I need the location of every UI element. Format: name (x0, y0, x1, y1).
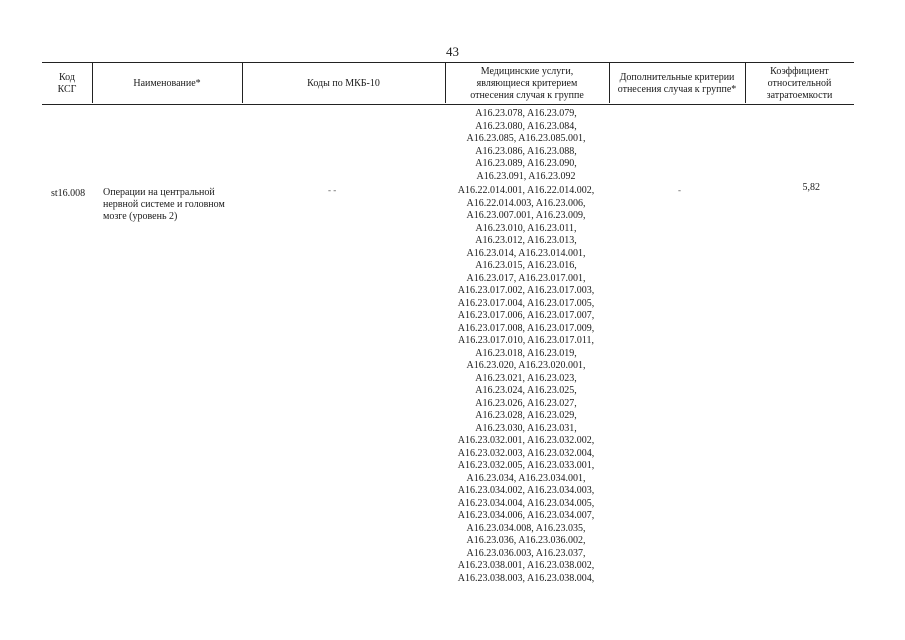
header-cell-mkb-codes (242, 63, 445, 104)
mkb-codes-dash: - - (328, 185, 337, 195)
header-cell-coefficient (745, 63, 854, 104)
ksg-code-cell: st16.008 (51, 188, 86, 199)
coefficient-cell: 5,82 (802, 182, 820, 193)
header-services-label: Медицинские услуги, являющиеся критерием отнесения случая к группе (470, 65, 584, 101)
continued-services-cell: A16.23.078, A16.23.079, A16.23.080, A16.23.084, A16.23.085, A16.23.085.001, A16.23.086, A16.23.088, A16.23.089, A16.23.090, A16.23.091, A16.23.092 (466, 108, 586, 182)
header-divider (92, 62, 93, 103)
header-name-label: Наименование* (133, 77, 201, 89)
header-coefficient-label: Коэффициент относительной затратоемкости (766, 65, 833, 101)
header-cell-extra-criteria (609, 63, 745, 104)
header-divider (445, 62, 446, 103)
ksg-name-cell: Операции на центральной нервной системе и головном мозге (уровень 2) (103, 187, 225, 222)
header-extra-criteria-label: Дополнительные критерии отнесения случая к группе* (617, 71, 737, 95)
header-divider (242, 62, 243, 103)
header-cell-services (445, 63, 609, 104)
header-cell-ksg-code (42, 63, 92, 104)
header-divider (745, 62, 746, 103)
header-mkb-codes-label: Коды по МКБ-10 (307, 77, 380, 89)
page-number: 43 (446, 44, 459, 59)
extra-criteria-dash: - (678, 185, 681, 195)
header-ksg-code-label: Код КСГ (57, 71, 77, 95)
header-cell-name (92, 63, 242, 104)
services-cell: A16.22.014.001, A16.22.014.002, A16.22.014.003, A16.23.006, A16.23.007.001, A16.23.009, A16.23.010, A16.23.011, A16.23.012, A16.23.013, A16.23.014, A16.23.014.001, A16.23.015, A16.23.016, A16.23.017, A16.23.017.001, A16.23.017.002, A16.23.017.003, A16.23.017.004, A16.23.017.005, A16.23.017.006, A16.23.017.007, A16.23.017.008, A16.23.017.009, A16.23.017.010, A16.23.017.011, A16.23.018, A16.23.019, A16.23.020, A16.23.020.001, A16.23.021, A16.23.023, A16.23.024, A16.23.025, A16.23.026, A16.23.027, A16.23.028, A16.23.029, A16.23.030, A16.23.031, A16.23.032.001, A16.23.032.002, A16.23.032.003, A16.23.032.004, A16.23.032.005, A16.23.033.001, A16.23.034, A16.23.034.001, A16.23.034.002, A16.23.034.003, A16.23.034.004, A16.23.034.005, A16.23.034.006, A16.23.034.007, A16.23.034.008, A16.23.035, A16.23.036, A16.23.036.002, A16.23.036.003, A16.23.037, A16.23.038.001, A16.23.038.002, A16.23.038.003, A16.23.038.004, (457, 185, 595, 584)
table-header (42, 62, 854, 105)
header-divider (609, 62, 610, 103)
